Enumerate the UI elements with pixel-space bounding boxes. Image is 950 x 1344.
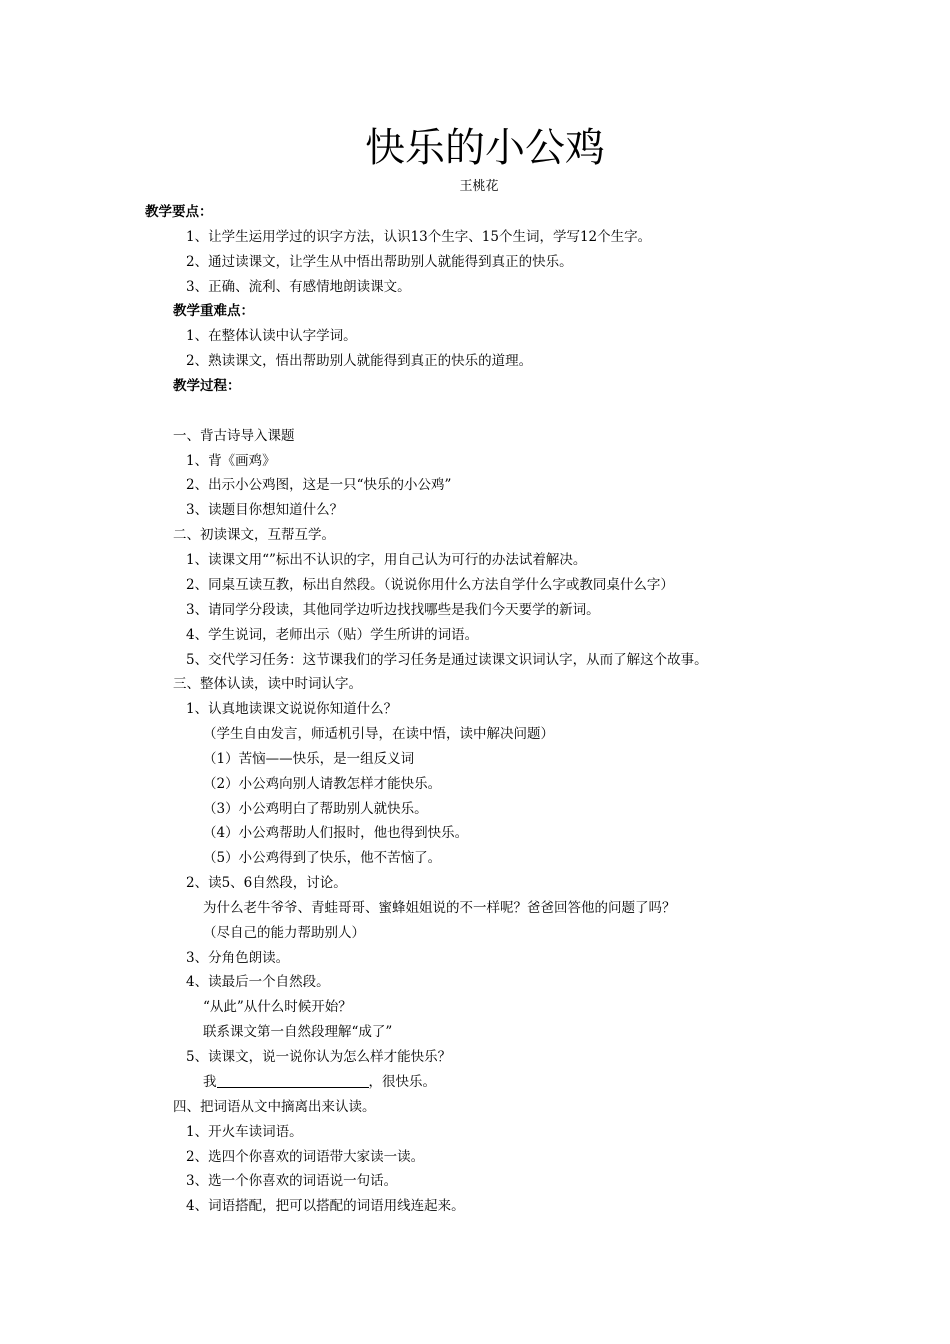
- section-note: 联系课文第一自然段理解“成了”: [203, 1024, 393, 1040]
- section-item: 3、选一个你喜欢的词语说一句话。: [186, 1173, 398, 1189]
- fill-in-blank-line: [203, 1072, 436, 1092]
- section-item: 3、读题目你想知道什么？: [186, 502, 344, 518]
- blank-underline: [217, 1073, 369, 1088]
- document-title: 快乐的小公鸡: [365, 125, 605, 171]
- section-item: 4、词语搭配，把可以搭配的词语用线连起来。: [186, 1198, 465, 1214]
- difficulty-item: 2、熟读课文，悟出帮助别人就能得到真正的快乐的道理。: [186, 353, 533, 369]
- fill-prefix: 我: [203, 1074, 217, 1090]
- difficulty-item: 1、在整体认读中认字学词。: [186, 328, 357, 344]
- section-item: 3、请同学分段读，其他同学边听边找找哪些是我们今天要学的新词。: [186, 602, 600, 618]
- section-item: 2、读5、6自然段，讨论。: [186, 875, 347, 891]
- key-point-item: 3、正确、流利、有感情地朗读课文。: [186, 279, 411, 295]
- section-item: 1、认真地读课文说说你知道什么？: [186, 701, 398, 717]
- section-heading: 三、整体认读，读中时词认字。: [173, 676, 362, 692]
- section-item: 3、分角色朗读。: [186, 950, 290, 966]
- section-note: （尽自己的能力帮助别人）: [203, 925, 365, 941]
- key-points-heading: 教学要点：: [145, 204, 213, 220]
- section-item: 4、读最后一个自然段。: [186, 974, 330, 990]
- sub-point: （1）苦恼——快乐，是一组反义词: [203, 751, 415, 767]
- author-name: 王桃花: [459, 179, 499, 194]
- sub-point: （2）小公鸡向别人请教怎样才能快乐。: [203, 776, 442, 792]
- difficulties-heading: 教学重难点：: [173, 303, 254, 319]
- section-item: 2、同桌互读互教，标出自然段。（说说你用什么方法自学什么字或教同桌什么字）: [186, 577, 674, 593]
- section-note: “从此”从什么时候开始？: [203, 999, 352, 1015]
- sub-point: （3）小公鸡明白了帮助别人就快乐。: [203, 801, 428, 817]
- section-item: 1、背《画鸡》: [186, 453, 276, 469]
- key-point-item: 2、通过读课文，让学生从中悟出帮助别人就能得到真正的快乐。: [186, 254, 573, 270]
- section-note: 为什么老牛爷爷、青蛙哥哥、蜜蜂姐姐说的不一样呢？爸爸回答他的问题了吗？: [203, 900, 676, 916]
- section-item: 5、读课文，说一说你认为怎么样才能快乐？: [186, 1049, 452, 1065]
- sub-point: （5）小公鸡得到了快乐，他不苦恼了。: [203, 850, 442, 866]
- section-item: 2、出示小公鸡图，这是一只“快乐的小公鸡”: [186, 477, 452, 493]
- section-heading: 二、初读课文，互帮互学。: [173, 527, 335, 543]
- fill-suffix: ，很快乐。: [368, 1074, 436, 1090]
- section-item: 4、学生说词，老师出示（贴）学生所讲的词语。: [186, 627, 479, 643]
- section-item: 1、开火车读词语。: [186, 1124, 303, 1140]
- section-item: 1、读课文用“”标出不认识的字，用自己认为可行的办法试着解决。: [186, 552, 587, 568]
- section-heading: 一、背古诗导入课题: [173, 428, 295, 444]
- section-item: 2、选四个你喜欢的词语带大家读一读。: [186, 1149, 425, 1165]
- process-heading: 教学过程：: [173, 378, 241, 394]
- key-point-item: 1、让学生运用学过的识字方法，认识13个生字、15个生词，学写12个生字。: [186, 229, 652, 245]
- section-heading: 四、把词语从文中摘离出来认读。: [173, 1099, 376, 1115]
- section-note: （学生自由发言，师适机引导，在读中悟，读中解决问题）: [203, 726, 554, 742]
- sub-point: （4）小公鸡帮助人们报时，他也得到快乐。: [203, 825, 469, 841]
- section-item: 5、交代学习任务：这节课我们的学习任务是通过读课文识词认字，从而了解这个故事。: [186, 652, 708, 668]
